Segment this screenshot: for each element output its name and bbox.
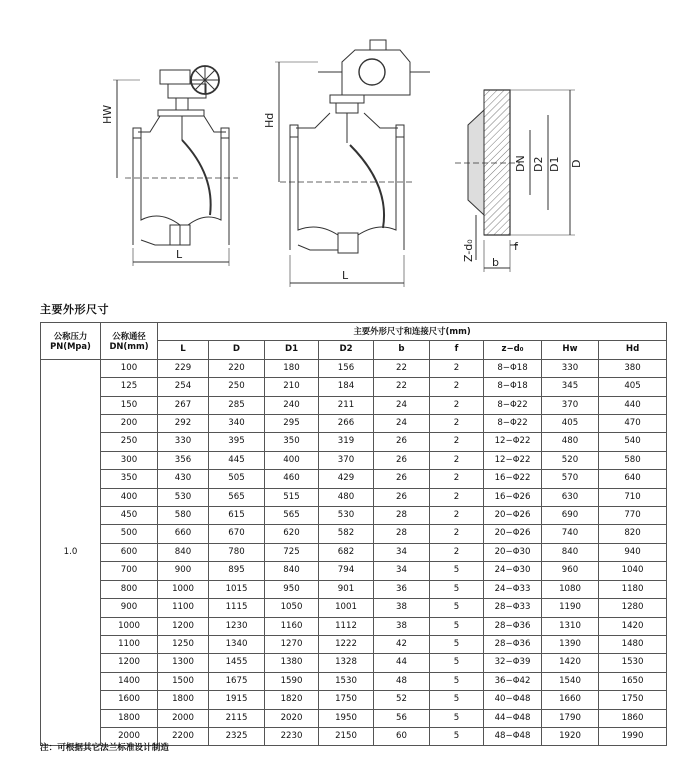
- table-cell: 620: [265, 525, 319, 543]
- table-cell: 1390: [542, 635, 599, 653]
- header-pn: [41, 323, 101, 360]
- table-body: [41, 359, 667, 746]
- table-cell: 356: [158, 451, 209, 469]
- table-cell: 330: [542, 359, 599, 377]
- table-cell: 28: [374, 507, 430, 525]
- table-cell: 100: [101, 359, 158, 377]
- table-cell: 1100: [158, 599, 209, 617]
- table-cell: 1530: [319, 672, 374, 690]
- table-row: [41, 580, 667, 598]
- table-cell: 156: [319, 359, 374, 377]
- table-cell: 16−Φ26: [484, 488, 542, 506]
- table-cell: 2: [430, 378, 484, 396]
- table-cell: 5: [430, 691, 484, 709]
- table-cell: 725: [265, 543, 319, 561]
- table-cell: 1530: [599, 654, 667, 672]
- table-cell: 5: [430, 709, 484, 727]
- table-cell: 229: [158, 359, 209, 377]
- table-cell: 530: [319, 507, 374, 525]
- valve-drawing-left: [113, 66, 238, 266]
- table-cell: 480: [319, 488, 374, 506]
- table-cell: 2: [430, 359, 484, 377]
- table-cell: 500: [101, 525, 158, 543]
- label-b: b: [492, 256, 499, 269]
- table-cell: 5: [430, 635, 484, 653]
- drawings-svg: [0, 0, 700, 300]
- table-cell: 2020: [265, 709, 319, 727]
- table-cell: 690: [542, 507, 599, 525]
- table-cell: 34: [374, 562, 430, 580]
- table-cell: 800: [101, 580, 158, 598]
- table-row: [41, 543, 667, 561]
- table-cell: 1001: [319, 599, 374, 617]
- table-cell: 28: [374, 525, 430, 543]
- table-cell: 429: [319, 470, 374, 488]
- table-cell: 5: [430, 562, 484, 580]
- table-cell: 1230: [209, 617, 265, 635]
- table-cell: 22: [374, 359, 430, 377]
- table-cell: 1270: [265, 635, 319, 653]
- header-dn: [101, 323, 158, 360]
- table-cell: 24−Φ30: [484, 562, 542, 580]
- table-cell: 2: [430, 525, 484, 543]
- table-cell: 240: [265, 396, 319, 414]
- table-cell: 1100: [101, 635, 158, 653]
- table-cell: 740: [542, 525, 599, 543]
- table-row: [41, 635, 667, 653]
- header-dn-line1: 公称通径: [112, 331, 146, 342]
- table-row: [41, 691, 667, 709]
- table-cell: 1200: [158, 617, 209, 635]
- table-cell: 28−Φ36: [484, 617, 542, 635]
- table-row: [41, 433, 667, 451]
- table-cell: 12−Φ22: [484, 433, 542, 451]
- table-cell: 820: [599, 525, 667, 543]
- label-d: D: [570, 159, 583, 168]
- table-cell: 794: [319, 562, 374, 580]
- table-cell: 254: [158, 378, 209, 396]
- table-cell: 900: [101, 599, 158, 617]
- label-l-right: L: [342, 269, 349, 282]
- section-title: 主要外形尺寸: [40, 303, 109, 316]
- table-cell: 56: [374, 709, 430, 727]
- table-row: [41, 617, 667, 635]
- table-cell: 36−Φ42: [484, 672, 542, 690]
- table-cell: 2000: [158, 709, 209, 727]
- table-cell: 319: [319, 433, 374, 451]
- header-pn-line1: 公称压力: [53, 331, 88, 342]
- table-cell: 1000: [101, 617, 158, 635]
- table-cell: 2115: [209, 709, 265, 727]
- table-cell: 42: [374, 635, 430, 653]
- table-cell: 1380: [265, 654, 319, 672]
- table-cell: 580: [158, 507, 209, 525]
- table-cell: 2: [430, 488, 484, 506]
- table-cell: 44−Φ48: [484, 709, 542, 727]
- table-cell: 2230: [265, 727, 319, 745]
- table-cell: 350: [265, 433, 319, 451]
- table-row: [41, 525, 667, 543]
- table-cell: 700: [101, 562, 158, 580]
- table-cell: 1420: [542, 654, 599, 672]
- column-header: L: [158, 341, 209, 359]
- table-cell: 770: [599, 507, 667, 525]
- table-cell: 1200: [101, 654, 158, 672]
- table-cell: 710: [599, 488, 667, 506]
- table-row: [41, 451, 667, 469]
- table-cell: 1660: [542, 691, 599, 709]
- table-cell: 940: [599, 543, 667, 561]
- table-cell: 26: [374, 433, 430, 451]
- table-cell: 48−Φ48: [484, 727, 542, 745]
- table-cell: 60: [374, 727, 430, 745]
- table-cell: 1190: [542, 599, 599, 617]
- table-row: [41, 599, 667, 617]
- table-cell: 28−Φ36: [484, 635, 542, 653]
- table-cell: 1310: [542, 617, 599, 635]
- table-row: [41, 488, 667, 506]
- table-cell: 38: [374, 617, 430, 635]
- table-cell: 1800: [158, 691, 209, 709]
- table-cell: 28−Φ33: [484, 599, 542, 617]
- header-group: 主要外形尺寸和连接尺寸(mm): [158, 323, 667, 341]
- table-cell: 370: [319, 451, 374, 469]
- table-cell: 36: [374, 580, 430, 598]
- table-cell: 2: [430, 507, 484, 525]
- table-cell: 1540: [542, 672, 599, 690]
- table-cell: 405: [599, 378, 667, 396]
- table-cell: 26: [374, 488, 430, 506]
- table-cell: 1080: [542, 580, 599, 598]
- table-cell: 300: [101, 451, 158, 469]
- table-cell: 1115: [209, 599, 265, 617]
- table-cell: 8−Φ18: [484, 378, 542, 396]
- table-cell: 1820: [265, 691, 319, 709]
- table-cell: 530: [158, 488, 209, 506]
- table-cell: 1420: [599, 617, 667, 635]
- table-cell: 1600: [101, 691, 158, 709]
- table-row: [41, 562, 667, 580]
- table-cell: 2325: [209, 727, 265, 745]
- table-cell: 5: [430, 654, 484, 672]
- table-cell: 32−Φ39: [484, 654, 542, 672]
- table-cell: 48: [374, 672, 430, 690]
- table-cell: 5: [430, 727, 484, 745]
- table-cell: 1950: [319, 709, 374, 727]
- table-cell: 44: [374, 654, 430, 672]
- table-cell: 220: [209, 359, 265, 377]
- dimensions-table: [40, 322, 667, 746]
- table-cell: 125: [101, 378, 158, 396]
- table-cell: 1000: [158, 580, 209, 598]
- table-cell: 211: [319, 396, 374, 414]
- table-cell: 1920: [542, 727, 599, 745]
- table-cell: 640: [599, 470, 667, 488]
- table-cell: 430: [158, 470, 209, 488]
- table-cell: 1675: [209, 672, 265, 690]
- table-cell: 840: [542, 543, 599, 561]
- table-cell: 1112: [319, 617, 374, 635]
- table-cell: 266: [319, 415, 374, 433]
- table-cell: 5: [430, 599, 484, 617]
- table-row: [41, 396, 667, 414]
- table-cell: 2: [430, 396, 484, 414]
- table-cell: 1790: [542, 709, 599, 727]
- table-cell: 470: [599, 415, 667, 433]
- header-dn-line2: DN(mm): [109, 341, 149, 352]
- table-cell: 52: [374, 691, 430, 709]
- table-cell: 350: [101, 470, 158, 488]
- table-cell: 1340: [209, 635, 265, 653]
- table-cell: 5: [430, 672, 484, 690]
- table-cell: 582: [319, 525, 374, 543]
- table-cell: 1590: [265, 672, 319, 690]
- table-cell: 26: [374, 451, 430, 469]
- table-cell: 600: [101, 543, 158, 561]
- table-cell: 38: [374, 599, 430, 617]
- table-row: [41, 709, 667, 727]
- label-zdo: Z-d₀: [462, 239, 475, 262]
- table-cell: 615: [209, 507, 265, 525]
- label-d1: D1: [548, 156, 561, 172]
- table-cell: 345: [542, 378, 599, 396]
- header-pn-line2: PN(Mpa): [50, 341, 91, 352]
- table-cell: 380: [599, 359, 667, 377]
- table-cell: 1300: [158, 654, 209, 672]
- table-cell: 330: [158, 433, 209, 451]
- table-cell: 950: [265, 580, 319, 598]
- label-l-left: L: [176, 248, 183, 261]
- table-cell: 520: [542, 451, 599, 469]
- table-cell: 12−Φ22: [484, 451, 542, 469]
- table-row: [41, 672, 667, 690]
- table-cell: 395: [209, 433, 265, 451]
- table-cell: 250: [209, 378, 265, 396]
- table-cell: 34: [374, 543, 430, 561]
- valve-drawing-right: [275, 40, 430, 287]
- table-cell: 840: [265, 562, 319, 580]
- table-row: [41, 415, 667, 433]
- table-cell: 16−Φ22: [484, 470, 542, 488]
- table-cell: 1180: [599, 580, 667, 598]
- table-cell: 370: [542, 396, 599, 414]
- table-cell: 24: [374, 396, 430, 414]
- table-cell: 580: [599, 451, 667, 469]
- table-cell: 400: [265, 451, 319, 469]
- column-header: Hd: [599, 341, 667, 359]
- table-cell: 267: [158, 396, 209, 414]
- table-cell: 450: [101, 507, 158, 525]
- column-header: D2: [319, 341, 374, 359]
- table-cell: 400: [101, 488, 158, 506]
- table-cell: 1915: [209, 691, 265, 709]
- table-cell: 670: [209, 525, 265, 543]
- table-cell: 20−Φ26: [484, 525, 542, 543]
- table-cell: 1500: [158, 672, 209, 690]
- table-cell: 285: [209, 396, 265, 414]
- label-hd: Hd: [263, 112, 276, 128]
- table-cell: 895: [209, 562, 265, 580]
- column-header: Hw: [542, 341, 599, 359]
- table-cell: 1328: [319, 654, 374, 672]
- table-cell: 2: [430, 543, 484, 561]
- table-cell: 24: [374, 415, 430, 433]
- table-cell: 1222: [319, 635, 374, 653]
- table-cell: 40−Φ48: [484, 691, 542, 709]
- label-f: f: [514, 240, 518, 253]
- table-row: [41, 654, 667, 672]
- table-cell: 1750: [599, 691, 667, 709]
- table-cell: 2000: [101, 727, 158, 745]
- table-cell: 20−Φ26: [484, 507, 542, 525]
- table-cell: 5: [430, 580, 484, 598]
- table-cell: 840: [158, 543, 209, 561]
- table-cell: 20−Φ30: [484, 543, 542, 561]
- table-cell: 210: [265, 378, 319, 396]
- column-header: f: [430, 341, 484, 359]
- table-cell: 1750: [319, 691, 374, 709]
- pn-value-cell: 1.0: [41, 359, 101, 746]
- label-hw: HW: [101, 104, 114, 124]
- footnote: 注：可根据其它法兰标准设计制造: [40, 743, 169, 753]
- table-cell: 1050: [265, 599, 319, 617]
- table-cell: 2200: [158, 727, 209, 745]
- table-cell: 2150: [319, 727, 374, 745]
- label-dn: DN: [514, 155, 527, 172]
- table-cell: 2: [430, 470, 484, 488]
- table-cell: 1990: [599, 727, 667, 745]
- table-cell: 1160: [265, 617, 319, 635]
- table-cell: 2: [430, 433, 484, 451]
- table-cell: 8−Φ22: [484, 415, 542, 433]
- table-cell: 22: [374, 378, 430, 396]
- table-cell: 295: [265, 415, 319, 433]
- table-cell: 200: [101, 415, 158, 433]
- table-row: [41, 359, 667, 377]
- table-cell: 630: [542, 488, 599, 506]
- column-header: D: [209, 341, 265, 359]
- table-cell: 8−Φ18: [484, 359, 542, 377]
- table-cell: 515: [265, 488, 319, 506]
- column-header: b: [374, 341, 430, 359]
- table-cell: 26: [374, 470, 430, 488]
- table-cell: 505: [209, 470, 265, 488]
- table-cell: 1400: [101, 672, 158, 690]
- column-header: D1: [265, 341, 319, 359]
- table-cell: 660: [158, 525, 209, 543]
- table-row: [41, 470, 667, 488]
- table-cell: 1280: [599, 599, 667, 617]
- table-cell: 460: [265, 470, 319, 488]
- table-cell: 1480: [599, 635, 667, 653]
- table-cell: 900: [158, 562, 209, 580]
- table-cell: 565: [209, 488, 265, 506]
- column-header: z−d₀: [484, 341, 542, 359]
- table-cell: 2: [430, 451, 484, 469]
- table-cell: 901: [319, 580, 374, 598]
- table-cell: 2: [430, 415, 484, 433]
- table-cell: 184: [319, 378, 374, 396]
- table-cell: 405: [542, 415, 599, 433]
- table-cell: 1650: [599, 672, 667, 690]
- table-cell: 180: [265, 359, 319, 377]
- table-row: [41, 378, 667, 396]
- table-cell: 440: [599, 396, 667, 414]
- table-cell: 780: [209, 543, 265, 561]
- table-cell: 150: [101, 396, 158, 414]
- table-cell: 8−Φ22: [484, 396, 542, 414]
- table-cell: 570: [542, 470, 599, 488]
- table-cell: 340: [209, 415, 265, 433]
- table-cell: 1015: [209, 580, 265, 598]
- table-cell: 5: [430, 617, 484, 635]
- table-cell: 1800: [101, 709, 158, 727]
- table-cell: 1040: [599, 562, 667, 580]
- table-cell: 292: [158, 415, 209, 433]
- table-cell: 24−Φ33: [484, 580, 542, 598]
- table-cell: 250: [101, 433, 158, 451]
- table-cell: 1250: [158, 635, 209, 653]
- technical-drawings: [0, 0, 700, 300]
- table-cell: 445: [209, 451, 265, 469]
- label-d2: D2: [532, 156, 545, 172]
- table-cell: 540: [599, 433, 667, 451]
- table-cell: 960: [542, 562, 599, 580]
- table-row: [41, 507, 667, 525]
- table-cell: 1455: [209, 654, 265, 672]
- table-cell: 682: [319, 543, 374, 561]
- table-cell: 565: [265, 507, 319, 525]
- table-cell: 1860: [599, 709, 667, 727]
- table-cell: 480: [542, 433, 599, 451]
